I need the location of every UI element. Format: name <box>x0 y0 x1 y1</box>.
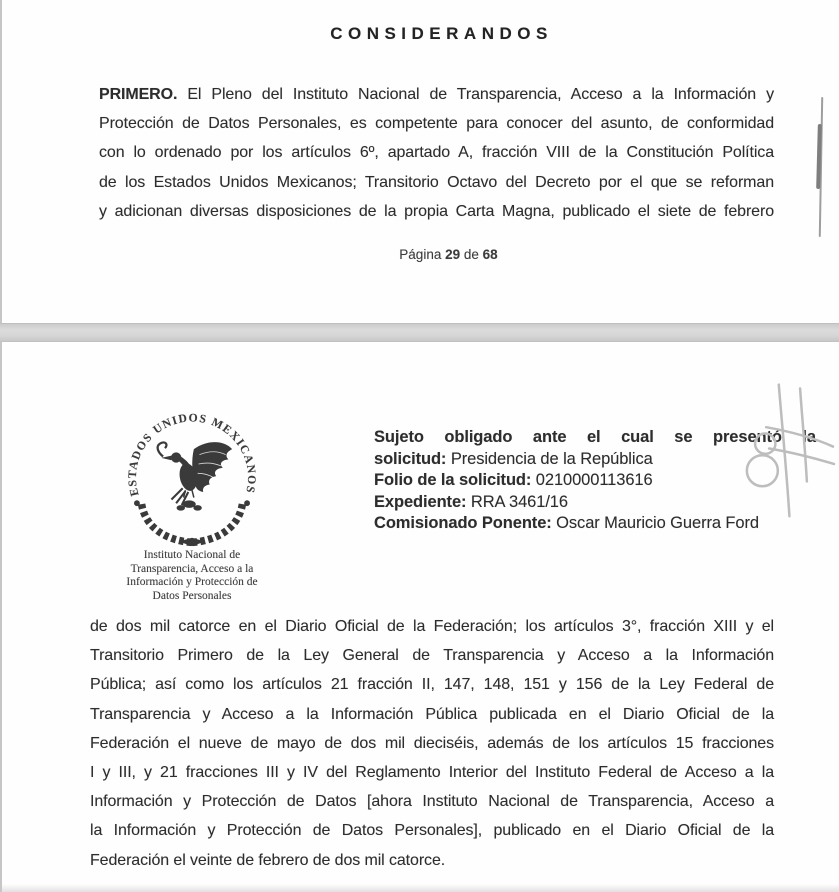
inai-logo <box>112 408 272 603</box>
body-paragraph <box>99 80 774 226</box>
page-gap <box>0 324 839 341</box>
text-line: Pública; así como los artículos 21 fracción II, 147, 148, 151 y 156 de la Ley Federal de <box>90 676 774 694</box>
text-line: con lo ordenado por los artículos 6º, apartado A, fracción VIII de la Constitución Política <box>99 144 774 162</box>
text-line: I y III, y 21 fracciones III y IV del Reglamento Interior del Instituto Federal de Acceso a la <box>90 764 774 782</box>
text-line: de dos mil catorce en el Diario Oficial de la Federación; los artículos 3°, fracción XIII y el <box>90 618 774 635</box>
text-line: Transitorio Primero de la Ley General de Transparencia y Acceso a la Información <box>90 647 774 665</box>
institute-name <box>112 549 272 603</box>
text-line: Protección de Datos Personales, es competente para conocer del asunto, de conformidad <box>99 115 774 133</box>
body-paragraph <box>90 612 774 875</box>
text-line: Información y Protección de <box>126 576 258 589</box>
snake-icon <box>158 442 167 456</box>
eagle-icon <box>158 442 233 511</box>
text-line: PRIMERO. El Pleno del Instituto Nacional de Transparencia, Acceso a la Información y <box>99 86 774 103</box>
page-number: Página 29 de 68 <box>399 247 498 262</box>
text-line: Federación el veinte de febrero de dos mil catorce. <box>90 851 446 869</box>
text-line: Folio de la solicitud: 0210000113616 <box>374 471 653 490</box>
text-line: y adicionan diversas disposiciones de la propia Carta Magna, publicado el siete de febrero <box>99 202 774 220</box>
text-line: Transparencia y Acceso a la Información Pública publicada en el Diario Oficial de la <box>90 705 774 723</box>
pdf-page-29 <box>0 0 839 324</box>
handwritten-pencil-mark <box>738 373 837 523</box>
pdf-page-30 <box>0 341 839 892</box>
mexican-coat-of-arms-icon <box>117 408 267 548</box>
section-heading: CONSIDERANDOS <box>330 24 553 43</box>
text-line: Transparencia, Acceso a la <box>130 562 254 575</box>
text-line: Sujeto obligado ante el cual se presentó la <box>374 428 816 446</box>
text-line: Federación el nueve de mayo de dos mil dieciséis, además de los artículos 15 fracciones <box>90 734 774 752</box>
text-line: Comisionado Ponente: Oscar Mauricio Guerra Ford <box>374 514 759 533</box>
text-line: solicitud: Presidencia de la República <box>374 449 653 468</box>
laurel-branch-icon <box>142 504 192 542</box>
text-line: de los Estados Unidos Mexicanos; Transitorio Octavo del Decreto por el que se reforman <box>99 173 774 191</box>
text-line: Instituto Nacional de <box>143 549 241 561</box>
text-line: Información y Protección de Datos [ahora Instituto Nacional de Transparencia, Acceso a <box>90 793 774 811</box>
text-line: Datos Personales <box>152 589 232 602</box>
text-line: la Información y Protección de Datos Personales], publicado en el Diario Oficial de la <box>90 822 774 840</box>
seal-circular-text: ESTADOS UNIDOS MEXICANOS <box>125 411 259 498</box>
text-line: Expediente: RRA 3461/16 <box>374 492 568 511</box>
